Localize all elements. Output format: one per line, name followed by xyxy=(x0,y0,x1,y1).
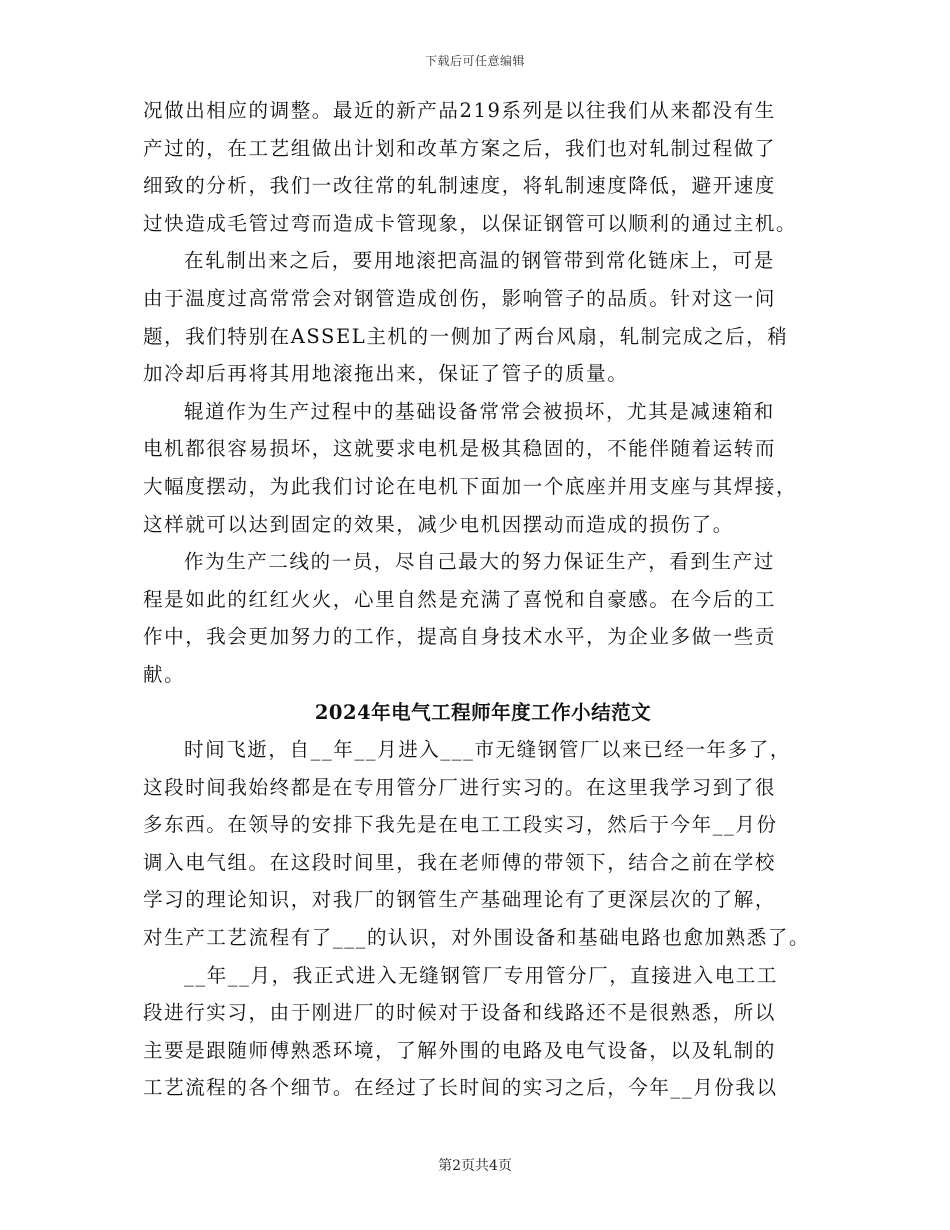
text-line: 电机都很容易损坏，这就要求电机是极其稳固的，不能伴随着运转而 xyxy=(143,437,777,461)
text-line: 献。 xyxy=(143,662,186,686)
text-line: 大幅度摆动，为此我们讨论在电机下面加一个底座并用支座与其焊接， xyxy=(143,474,798,498)
text-line: 调入电气组。在这段时间里，我在老师傅的带领下，结合之前在学校 xyxy=(143,850,777,874)
text-line: 作中，我会更加努力的工作，提高自身技术水平，为企业多做一些贡 xyxy=(143,625,777,649)
paragraph-start-line: 时间飞逝，自__年__月进入___市无缝钢管厂以来已经一年多了， xyxy=(184,738,791,762)
section-title: 2024年电气工程师年度工作小结范文 xyxy=(314,700,652,724)
text-line: 主要是跟随师傅熟悉环境，了解外围的电路及电气设备，以及轧制的 xyxy=(143,1038,777,1062)
paragraph-start-line: 辊道作为生产过程中的基础设备常常会被损坏，尤其是减速箱和 xyxy=(184,399,775,423)
paragraph-start-line: 作为生产二线的一员，尽自己最大的努力保证生产，看到生产过 xyxy=(184,550,775,574)
text-line: 这样就可以达到固定的效果，减少电机因摆动而造成的损伤了。 xyxy=(143,512,734,536)
text-line: 过快造成毛管过弯而造成卡管现象，以保证钢管可以顺利的通过主机。 xyxy=(143,211,798,235)
text-line: 况做出相应的调整。最近的新产品219系列是以往我们从来都没有生 xyxy=(143,99,776,122)
text-line: 由于温度过高常常会对钢管造成创伤，影响管子的品质。针对这一问 xyxy=(143,286,777,310)
text-line: 段进行实习，由于刚进厂的时候对于设备和线路还不是很熟悉，所以 xyxy=(143,1001,777,1025)
page-header: 下载后可任意编辑 xyxy=(424,54,525,68)
text-line: 学习的理论知识，对我厂的钢管生产基础理论有了更深层次的了解， xyxy=(143,888,777,912)
text-line: 多东西。在领导的安排下我先是在电工工段实习，然后于今年__月份 xyxy=(143,813,778,837)
paragraph-start-line: __年__月，我正式进入无缝钢管厂专用管分厂，直接进入电工工 xyxy=(184,963,779,987)
page-footer: 第2页共4页 xyxy=(438,1158,512,1174)
text-line: 细致的分析，我们一改往常的轧制速度，将轧制速度降低，避开速度 xyxy=(143,174,777,198)
text-line: 题，我们特别在ASSEL主机的一侧加了两台风扇，轧制完成之后，稍 xyxy=(143,324,789,348)
document-body xyxy=(143,92,823,1107)
text-line: 这段时间我始终都是在专用管分厂进行实习的。在这里我学习到了很 xyxy=(143,775,777,799)
text-line: 工艺流程的各个细节。在经过了长时间的实习之后，今年__月份我以 xyxy=(143,1076,778,1100)
text-line: 程是如此的红红火火，心里自然是充满了喜悦和自豪感。在今后的工 xyxy=(143,587,777,611)
text-line: 对生产工艺流程有了___的认识，对外围设备和基础电路也愈加熟悉了。 xyxy=(143,926,811,950)
text-line: 加冷却后再将其用地滚拖出来，保证了管子的质量。 xyxy=(143,362,629,386)
paragraph-start-line: 在轧制出来之后，要用地滚把高温的钢管带到常化链床上，可是 xyxy=(184,249,775,273)
text-line: 产过的，在工艺组做出计划和改革方案之后，我们也对轧制过程做了 xyxy=(143,136,777,160)
